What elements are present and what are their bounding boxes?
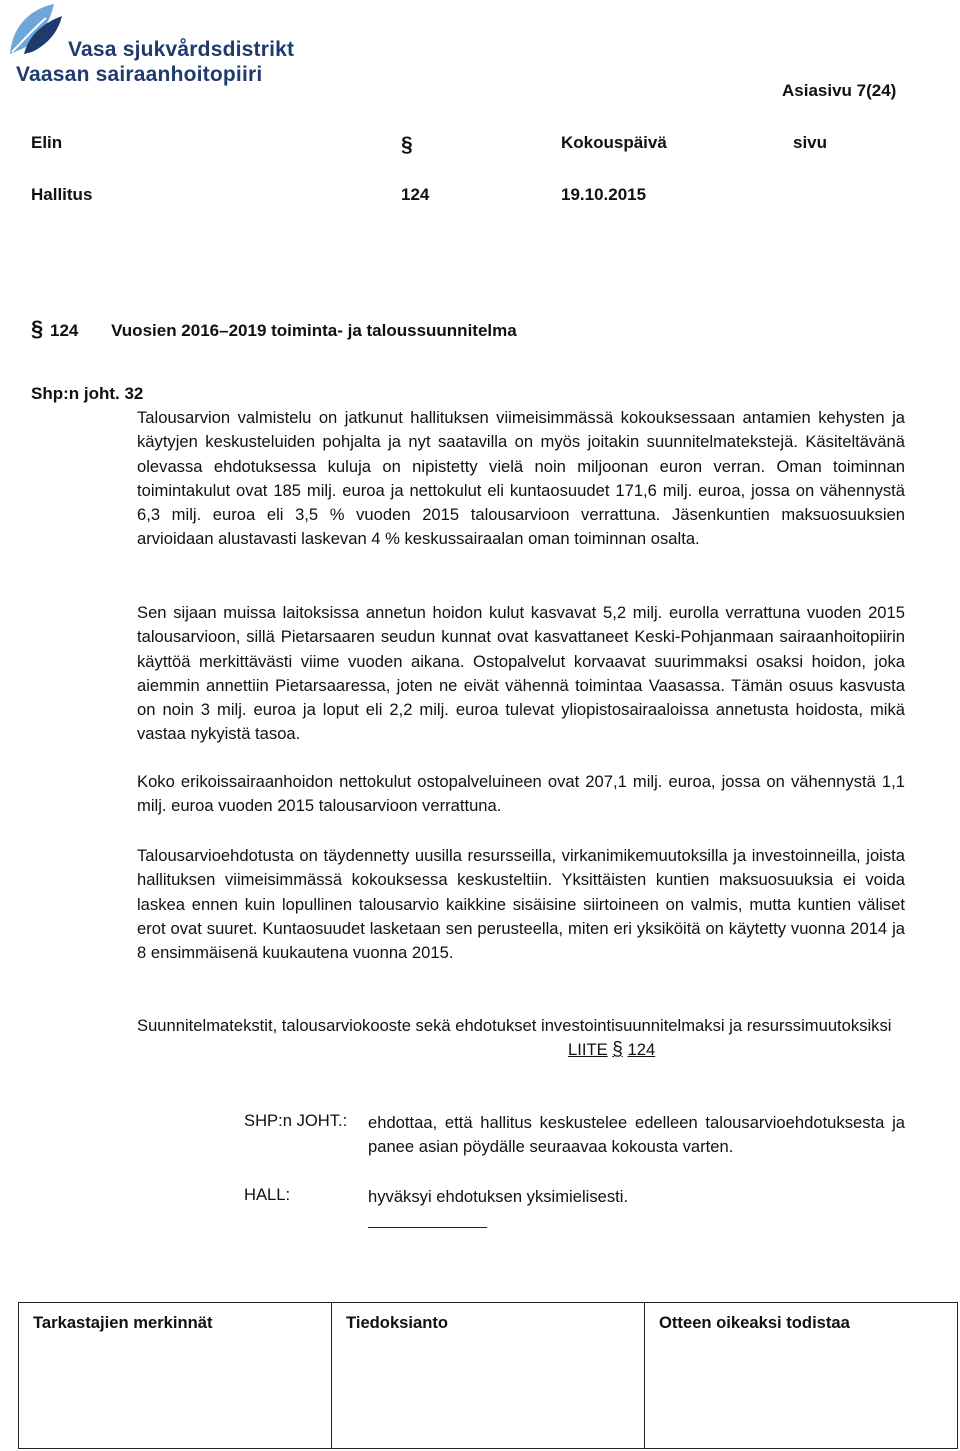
- header-section-mark: §: [401, 133, 413, 156]
- appendix-label[interactable]: LIITE: [568, 1040, 608, 1059]
- leaf-logo-icon: [6, 2, 66, 57]
- section-heading: [31, 316, 517, 342]
- header-page-label: sivu: [793, 133, 828, 152]
- presenter: Shp:n joht. 32: [31, 384, 144, 403]
- footer-signature-table: [18, 1302, 958, 1449]
- appendix-mark[interactable]: §: [612, 1039, 623, 1060]
- appendix-link[interactable]: [568, 1039, 655, 1061]
- footer-cell-reviewers: Tarkastajien merkinnät: [19, 1303, 332, 1448]
- decision-label: SHP:n JOHT.:: [244, 1111, 348, 1130]
- page-label: Asiasivu 7(24): [782, 81, 897, 100]
- paragraph: Talousarvion valmistelu on jatkunut hallituksen viimeisimmässä kokouksessaan antamien kehysten ja käytyjen keskusteluiden pohjalta ja nyt saatavilla on myös joitakin suunnitelmatekstejä. Käsiteltävänä olevassa ehdotuksessa kuluja on nipistetty vielä noin miljoonan euron verran. Oman toiminnan toimintakulut ovat 185 milj. euroa ja nettokulut eli kuntaosuudet 171,6 milj. euroa, jossa on vähennystä 6,3 milj. euroa eli 3,5 % vuoden 2015 talousarvioon verrattuna. Jäsenkuntien maksuosuuksien arvioidaan alustavasti laskevan 4 % keskussairaalan oman toiminnan osalta.: [137, 408, 905, 549]
- paragraph: Talousarvioehdotusta on täydennetty uusilla resursseilla, virkanimikemuutoksilla ja investoinneilla, joista hallituksen viimeisimmässä kokouksessa keskusteltiin. Yksittäisten kuntien maksuosuuksia ei voida laskea ennen kuin lopullinen talousarvio kaikkine sisäisine siirtoineen on valmis, mutta kuntien väliset erot ovat suuret. Kuntaosuudet lasketaan sen perusteella, miten eri yksiköitä on käytetty vuonna 2014 ja 8 ensimmäisenä kuukautena vuonna 2015.: [137, 846, 905, 963]
- decision-label: HALL:: [244, 1185, 291, 1204]
- footer-cell-certification: Otteen oikeaksi todistaa: [659, 1313, 850, 1332]
- decision-text: hyväksyi ehdotuksen yksimielisesti.: [368, 1187, 629, 1206]
- decision-text: ehdottaa, että hallitus keskustelee edelleen talousarvioehdotuksesta ja panee asian pöydälle seuraavaa kokousta varten.: [368, 1113, 905, 1157]
- appendix-number[interactable]: 124: [627, 1040, 656, 1059]
- footer-cell-notice: Tiedoksianto: [332, 1303, 645, 1448]
- header-section-value: 124: [401, 185, 430, 204]
- paragraph: Suunnitelmatekstit, talousarviokooste sekä ehdotukset investointisuunnitelmaksi ja resurssimuutoksiksi: [137, 1016, 892, 1035]
- section-title: Vuosien 2016–2019 toiminta- ja taloussuunnitelma: [111, 321, 517, 340]
- section-mark: §: [31, 316, 44, 341]
- paragraph: Sen sijaan muissa laitoksissa annetun hoidon kulut kasvavat 5,2 milj. eurolla verrattuna vuoden 2015 talousarvioon, sillä Pietarsaaren seudun kunnat ovat kasvattaneet Keski-Pohjanmaan sairaanhoitopiirin käyttöä merkittävästi viime vuoden aikana. Ostopalvelut korvaavat suurimmaksi osaksi hoidon, joka aiemmin annettiin Pietarsaaressa, joten ne eivät vähennä toimintaa Vaasassa. Tämän osuus kasvusta on noin 3 milj. euroa ja loput eli 2,2 milj. euroa tulevat yliopistosairaaloissa annetusta hoidosta, mikä vastaa nykyistä tasoa.: [137, 603, 905, 744]
- header-organ-value: Hallitus: [31, 185, 93, 204]
- section-number: 124: [49, 321, 79, 340]
- logo-text-finnish: Vaasan sairaanhoitopiiri: [16, 63, 263, 86]
- header-date-value: 19.10.2015: [561, 185, 647, 204]
- paragraph: Koko erikoissairaanhoidon nettokulut ostopalveluineen ovat 207,1 milj. euroa, jossa on vähennystä 1,1 milj. euroa vuoden 2015 talousarvioon verrattuna.: [137, 772, 905, 816]
- header-organ-label: Elin: [31, 133, 63, 152]
- organization-logo: [6, 2, 296, 86]
- logo-text-swedish: Vasa sjukvårdsdistrikt: [68, 38, 295, 61]
- divider-line: [368, 1227, 487, 1228]
- header-date-label: Kokouspäivä: [561, 133, 667, 152]
